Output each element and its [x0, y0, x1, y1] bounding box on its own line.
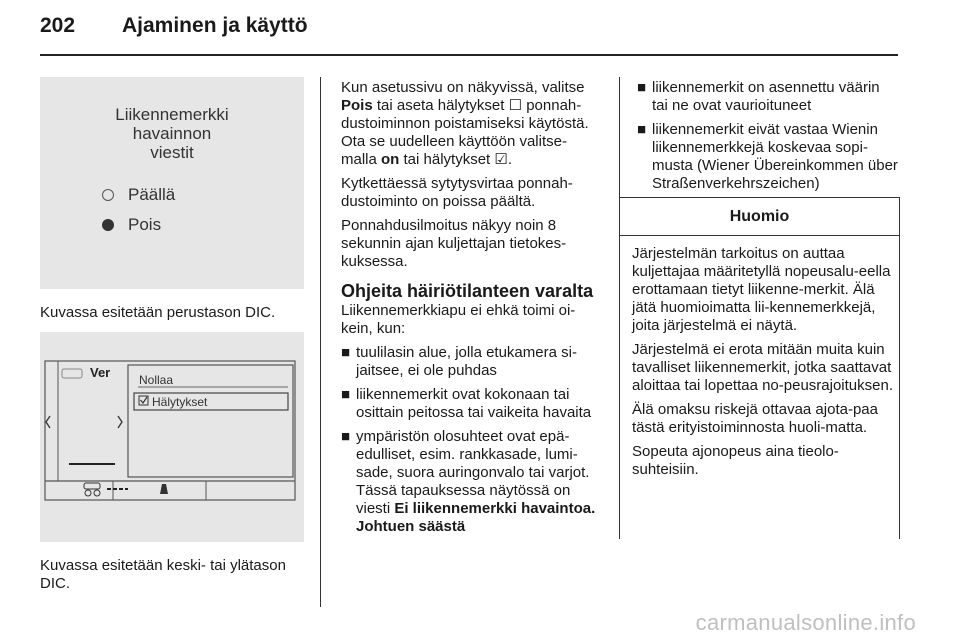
dic-title-line: viestit: [150, 143, 194, 162]
option-on[interactable]: [102, 185, 175, 205]
page-number: 202: [40, 14, 76, 37]
notice-box: [619, 197, 900, 539]
section-heading: Ohjeita häiriötilanteen varalta: [341, 281, 594, 301]
option-label: Päällä: [128, 185, 176, 204]
option-label: Pois: [128, 215, 162, 234]
dic-title-line: Liikennemerkki: [115, 105, 229, 124]
figure2-caption: Kuvassa esitetään keski- tai ylätason DIC.: [40, 557, 286, 592]
notice-body: [620, 236, 899, 479]
notice-paragraph: Järjestelmän tarkoitus on auttaa kuljettajaa määritetyllä nopeusalu-eella erottamaan tietyt liikenne-merkit. Älä jätä huomioimatta lii-kennemerkkejä, joita järjestelmä ei näytä.: [632, 245, 891, 334]
bullet-item: ■ liikennemerkit eivät vastaa Wienin liikennemerkkejä koskevaa sopi-musta (Wiener Übereinkommen über Straßenverkehrszeichen): [637, 121, 898, 192]
dic-basic-figure: [40, 77, 304, 289]
paragraph: Ponnahdusilmoitus näkyy noin 8 sekunnin ajan kuljettajan tietokes-kuksessa.: [341, 217, 567, 270]
option-off[interactable]: [102, 215, 161, 235]
bullet-item: ■ liikennemerkit on asennettu väärin tai ne ovat vaurioituneet: [637, 79, 880, 114]
bullet-square-icon: ■: [637, 121, 647, 138]
text-column-3: [637, 79, 899, 199]
column-divider-2: [619, 77, 620, 197]
bullet-square-icon: ■: [637, 79, 647, 96]
paragraph: Kun asetussivu on näkyvissä, valitse Pois tai aseta hälytykset ☐ ponnah- dustoiminnon poistamiseksi käytöstä. Ota se uudelleen käyttöön valitse- malla on tai hälytykset ☑.: [341, 79, 589, 168]
bullet-item: ■ ympäristön olosuhteet ovat epä-edulliset, esim. rankkasade, lumi-sade, suora auringonvalo tai varjot. Tässä tapauksessa näytössä on viesti Ei liikennemerkki havaintoa. Johtuen säästä: [341, 428, 596, 535]
page-title: Ajaminen ja käyttö: [122, 14, 308, 37]
text-column-2: [341, 79, 606, 542]
bullet-square-icon: ■: [341, 344, 351, 361]
notice-paragraph: Järjestelmä ei erota mitään muita kuin tavalliset liikennemerkit, jotka saattavat aloittaa tai lopettaa no-peusrajoituksen.: [632, 341, 894, 394]
watermark: carmanualsonline.info: [695, 610, 916, 635]
column-divider-1: [320, 77, 321, 607]
dic-menu-title: [40, 105, 304, 162]
dic-title-line: havainnon: [132, 124, 212, 143]
dic-menu-item-reset: Nollaa: [139, 373, 174, 387]
figure1-caption: Kuvassa esitetään perustason DIC.: [40, 304, 276, 321]
header-rule: [40, 54, 898, 56]
notice-paragraph: Sopeuta ajonopeus aina tieolo-suhteisiin.: [632, 443, 839, 478]
dic-mid-figure: [40, 332, 304, 542]
bullet-square-icon: ■: [341, 386, 351, 403]
notice-paragraph: Älä omaksu riskejä ottavaa ajota-paa tästä erityistoiminnosta huoli-matta.: [632, 401, 878, 436]
paragraph: Kytkettäessä sytytysvirtaa ponnah-dustoiminto on poissa päältä.: [341, 175, 573, 210]
bullet-item: ■ tuulilasin alue, jolla etukamera si-jaitsee, ei ole puhdas: [341, 344, 577, 379]
bullet-item: ■ liikennemerkit ovat kokonaan tai osittain peitossa tai vaikeita havaita: [341, 386, 592, 421]
dic-mid-illustration: [40, 332, 304, 542]
bullet-square-icon: ■: [341, 428, 351, 445]
paragraph: Liikennemerkkiapu ei ehkä toimi oi-kein, kun:: [341, 302, 576, 337]
radio-filled-icon: [102, 219, 114, 231]
radio-empty-icon: [102, 189, 114, 201]
dic-menu-item-alerts: Hälytykset: [152, 395, 208, 409]
dic-tab-label: Ver: [90, 365, 111, 380]
notice-heading: Huomio: [620, 198, 899, 236]
